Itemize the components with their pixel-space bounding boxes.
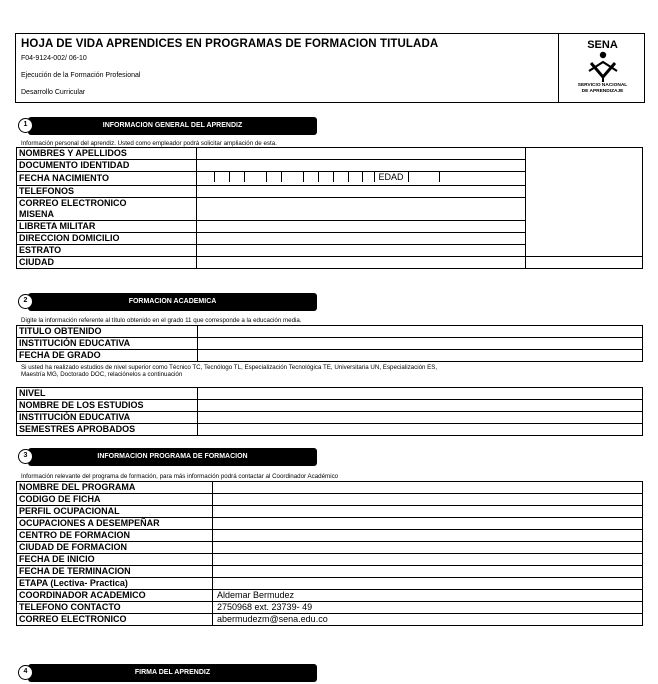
field-label: MISENA	[17, 209, 197, 221]
telefonos-input[interactable]	[197, 186, 526, 198]
header-subtitle-1: Ejecución de la Formación Profesional	[21, 72, 141, 79]
fecha-grado-input[interactable]	[198, 350, 643, 362]
table-row	[17, 566, 643, 578]
field-label: TELEFONO CONTACTO	[17, 602, 213, 614]
field-label: DOCUMENTO IDENTIDAD	[17, 160, 197, 172]
table-row	[17, 148, 643, 160]
section-2-header	[28, 293, 317, 311]
field-value[interactable]	[213, 578, 643, 590]
section-1-number: 1	[18, 118, 33, 133]
field-label: NOMBRE DEL PROGRAMA	[17, 482, 213, 494]
table-row	[17, 578, 643, 590]
nombres-input[interactable]	[197, 148, 526, 160]
table-row	[17, 590, 643, 602]
note-2-line-1: Si usted ha realizado estudios de nivel superior como Técnico TC, Tecnólogo TL, Especialización Tecnológica TE, Universitaria UN, Especialización ES,	[21, 364, 438, 371]
field-label: NIVEL	[17, 388, 198, 400]
section-4-header	[28, 664, 317, 682]
section-3-title: INFORMACION PROGRAMA DE FORMACION	[97, 453, 248, 460]
correo-input[interactable]	[197, 198, 526, 221]
field-label: NOMBRES Y APELLIDOS	[17, 148, 197, 160]
field-label: COORDINADOR ACADEMICO	[17, 590, 213, 602]
section-2-number: 2	[18, 294, 33, 309]
section-2-note: Digite la información referente al título obtenido en el grado 11 que corresponde a la educación media.	[21, 317, 302, 324]
field-value[interactable]: abermudezm@sena.edu.co	[213, 614, 643, 626]
table-row	[17, 518, 643, 530]
nivel-input[interactable]	[198, 388, 643, 400]
table-row	[17, 424, 643, 436]
field-label: INSTITUCIÓN EDUCATIVA	[17, 338, 198, 350]
estrato-input[interactable]	[197, 245, 526, 257]
field-label: OCUPACIONES A DESEMPEÑAR	[17, 518, 213, 530]
institucion-input[interactable]	[198, 338, 643, 350]
table-row	[17, 412, 643, 424]
document-title: HOJA DE VIDA APRENDICES EN PROGRAMAS DE FORMACION TITULADA	[21, 38, 439, 50]
logo-text: SENA	[587, 39, 618, 51]
section-1-header	[28, 117, 317, 135]
direccion-input[interactable]	[197, 233, 526, 245]
academic-table-b	[16, 387, 643, 436]
table-row	[17, 350, 643, 362]
field-value[interactable]	[213, 494, 643, 506]
table-row	[17, 257, 643, 269]
field-label: SEMESTRES APROBADOS	[17, 424, 198, 436]
field-label: CORREO ELECTRONICO	[17, 198, 197, 210]
field-label: CENTRO DE FORMACION	[17, 530, 213, 542]
field-label: INSTITUCIÓN EDUCATIVA	[17, 412, 198, 424]
field-label: FECHA NACIMIENTO	[17, 172, 197, 186]
field-value[interactable]	[213, 482, 643, 494]
field-label: CODIGO DE FICHA	[17, 494, 213, 506]
logo-caption-line-2: DE APRENDIZAJE	[581, 89, 624, 94]
academic-table-a	[16, 325, 643, 362]
field-value[interactable]	[213, 518, 643, 530]
nombre-estudios-input[interactable]	[198, 400, 643, 412]
field-label: DIRECCION DOMICILIO	[17, 233, 197, 245]
section-1-note: Información personal del aprendiz. Usted como empleador podrá solicitar ampliación de esta.	[21, 140, 277, 147]
documento-input[interactable]	[197, 160, 526, 172]
field-label: CIUDAD DE FORMACION	[17, 542, 213, 554]
table-row	[17, 506, 643, 518]
document-code: F04-9124-002/ 06-10	[21, 55, 87, 62]
photo-box[interactable]	[526, 148, 643, 257]
table-row	[17, 326, 643, 338]
field-value[interactable]	[213, 506, 643, 518]
note-2-line-2: Maestría MG, Doctorado DOC, relaciónelos a continuación	[21, 371, 183, 378]
field-value[interactable]	[213, 554, 643, 566]
ciudad-extra[interactable]	[526, 257, 643, 269]
semestres-input[interactable]	[198, 424, 643, 436]
libreta-input[interactable]	[197, 221, 526, 233]
field-label: FECHA DE TERMINACION	[17, 566, 213, 578]
field-value[interactable]: 2750968 ext. 23739- 49	[213, 602, 643, 614]
field-label: PERFIL OCUPACIONAL	[17, 506, 213, 518]
table-row	[17, 400, 643, 412]
program-table	[16, 481, 643, 626]
table-row	[17, 530, 643, 542]
institucion-superior-input[interactable]	[198, 412, 643, 424]
table-row	[17, 482, 643, 494]
field-value[interactable]: Aldemar Bermudez	[213, 590, 643, 602]
table-row	[17, 494, 643, 506]
titulo-input[interactable]	[198, 326, 643, 338]
field-label: TELEFONOS	[17, 186, 197, 198]
field-label: ETAPA (Lectiva- Practica)	[17, 578, 213, 590]
section-3-note: Información relevante del programa de formación, para más información podrá contactar al Coordinador Académico	[21, 473, 339, 480]
field-label: FECHA DE INICIO	[17, 554, 213, 566]
section-3-number: 3	[18, 449, 33, 464]
logo-caption-line-1: SERVICIO NACIONAL	[577, 83, 628, 88]
sena-logo	[558, 33, 646, 103]
field-label: CIUDAD	[17, 257, 197, 269]
field-value[interactable]	[213, 530, 643, 542]
field-label: ESTRATO	[17, 245, 197, 257]
fecha-nacimiento-field[interactable]	[197, 172, 526, 186]
field-label: FECHA DE GRADO	[17, 350, 198, 362]
logo-caption	[559, 83, 646, 95]
table-row	[17, 602, 643, 614]
field-label: NOMBRE DE LOS ESTUDIOS	[17, 400, 198, 412]
table-row	[17, 338, 643, 350]
table-row	[17, 614, 643, 626]
personal-info-table	[16, 147, 643, 269]
section-2-title: FORMACION ACADEMICA	[128, 298, 217, 305]
field-label: LIBRETA MILITAR	[17, 221, 197, 233]
header-subtitle-2: Desarrollo Curricular	[21, 89, 86, 96]
section-3-header	[28, 448, 317, 466]
field-label: CORREO ELECTRONICO	[17, 614, 213, 626]
edad-label: EDAD	[374, 172, 409, 182]
section-4-number: 4	[18, 665, 33, 680]
table-row	[17, 388, 643, 400]
sena-logo-icon	[588, 51, 618, 83]
edad-input[interactable]	[409, 172, 440, 182]
table-row	[17, 542, 643, 554]
table-row	[17, 554, 643, 566]
dob-boxes[interactable]	[214, 172, 363, 185]
field-label: TITULO OBTENIDO	[17, 326, 198, 338]
section-2-note-2	[21, 364, 437, 378]
section-1-title: INFORMACION GENERAL DEL APRENDIZ	[102, 122, 243, 129]
ciudad-input[interactable]	[197, 257, 526, 269]
field-value[interactable]	[213, 566, 643, 578]
field-value[interactable]	[213, 542, 643, 554]
section-4-title: FIRMA DEL APRENDIZ	[134, 669, 211, 676]
